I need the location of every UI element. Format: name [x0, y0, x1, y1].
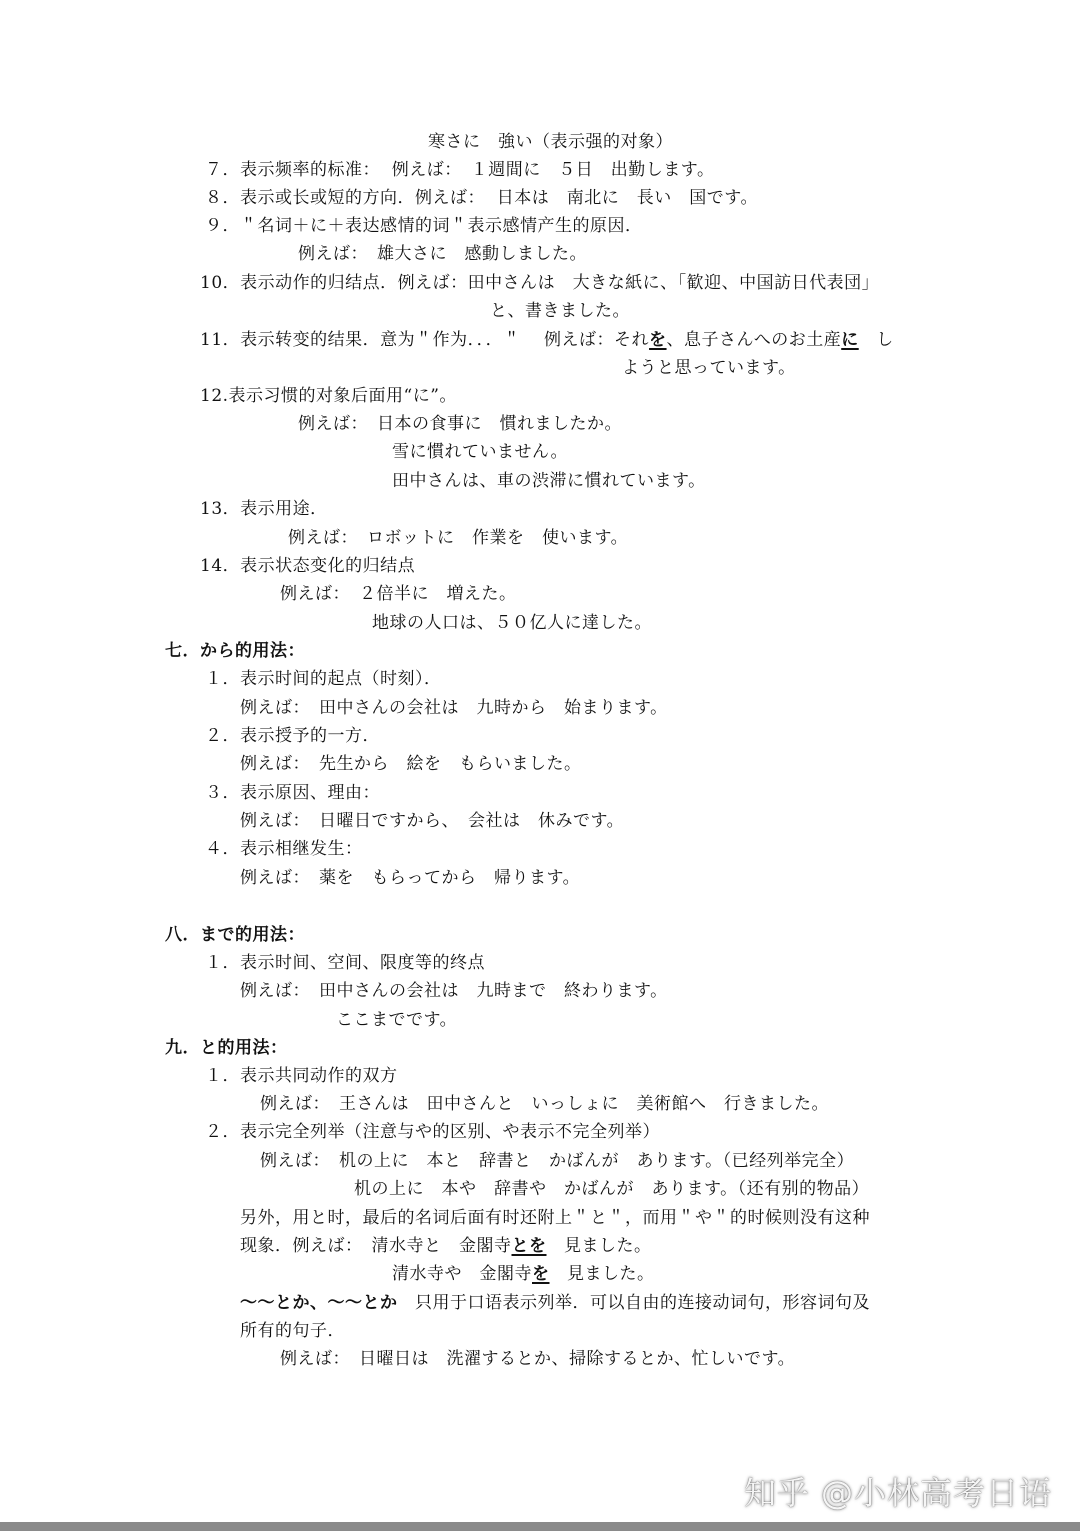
- text-span: 11．表示转变的结果．意为＂作为．．．＂ 例えば：それ: [200, 330, 650, 350]
- text-line: 例えば： ロボットに 作業を 使います。: [288, 528, 629, 548]
- text-line: 例えば： 日曜日は 洗濯するとか、掃除するとか、忙しいです。: [280, 1349, 796, 1369]
- text-line: [200, 329, 894, 351]
- text-span: 見ました。: [546, 1236, 652, 1256]
- text-line: 所有的句子．: [240, 1321, 345, 1341]
- text-line: 田中さんは、車の渋滞に慣れています。: [392, 471, 706, 491]
- text-line: [240, 1292, 870, 1314]
- text-line: 12.表示习惯的对象后面用“に”。: [200, 386, 457, 406]
- text-span: 只用于口语表示列举．可以自由的连接动词句，形容词句及: [397, 1293, 870, 1313]
- text-line: 机の上に 本や 辞書や かばんが あります。（还有别的物品）: [354, 1179, 870, 1199]
- text-span: 现象．例えば： 清水寺と 金閣寺: [240, 1236, 512, 1256]
- text-line: [240, 1235, 652, 1257]
- text-line: 13．表示用途．: [200, 499, 328, 519]
- text-line: 例えば： 薬を もらってから 帰ります。: [240, 868, 581, 888]
- text-line: １．表示时间的起点（时刻）．: [205, 669, 442, 689]
- text-line: 雪に慣れていません。: [392, 442, 569, 462]
- text-line: 10．表示动作的归结点．例えば：田中さんは 大きな紙に、「歓迎、中国訪日代表団」: [200, 273, 880, 293]
- underlined-particle: とを: [511, 1236, 547, 1256]
- text-line: 另外，用と时，最后的名词后面有时还附上＂と＂，而用＂や＂的时候则没有这种: [240, 1208, 870, 1228]
- text-line: １．表示共同动作的双方: [205, 1066, 398, 1086]
- text-line: と、書きました。: [490, 301, 630, 321]
- section-heading: 八．まで的用法：: [165, 925, 305, 945]
- text-line: １．表示时间、空间、限度等的终点: [205, 953, 485, 973]
- text-line: ７．表示频率的标准： 例えば： １週間に ５日 出勤します。: [205, 160, 715, 180]
- text-span: 見ました。: [549, 1264, 655, 1284]
- underlined-particle: に: [841, 330, 859, 350]
- text-line: 例えば： 日曜日ですから、 会社は 休みです。: [240, 811, 625, 831]
- text-line: 例えば： 田中さんの会社は 九時まで 終わります。: [240, 981, 668, 1001]
- underlined-particle: を: [649, 330, 667, 350]
- bottom-bar: [0, 1522, 1080, 1531]
- text-line: ８．表示或长或短的方向．例えば： 日本は 南北に 長い 国です。: [205, 188, 758, 208]
- text-line: 例えば： 先生から 絵を もらいました。: [240, 754, 582, 774]
- bold-phrase: ～～とか、～～とか: [240, 1293, 398, 1313]
- text-line: [392, 1263, 655, 1285]
- underlined-particle: を: [532, 1264, 550, 1284]
- text-line: 地球の人口は、５０亿人に達した。: [372, 613, 652, 633]
- text-line: 例えば： 机の上に 本と 辞書と かばんが あります。（已经列举完全）: [260, 1151, 855, 1171]
- text-span: 、息子さんへのお土産: [666, 330, 842, 350]
- text-line: 例えば： 田中さんの会社は 九時から 始まります。: [240, 698, 668, 718]
- text-line: ９．＂名词＋に＋表达感情的词＂表示感情产生的原因．: [205, 216, 643, 236]
- text-line: 例えば： 王さんは 田中さんと いっしょに 美術館へ 行きました。: [260, 1094, 829, 1114]
- text-span: 清水寺や 金閣寺: [392, 1264, 532, 1284]
- text-line: ようと思っています。: [622, 358, 796, 378]
- text-span: し: [858, 330, 894, 350]
- text-line: 例えば： 日本の食事に 慣れましたか。: [298, 414, 622, 434]
- text-line: 例えば： ２倍半に 増えた。: [280, 584, 517, 604]
- text-line: ４．表示相继发生：: [205, 839, 363, 859]
- text-line: 例えば： 雄大さに 感動しました。: [298, 244, 587, 264]
- text-line: ここまでです。: [336, 1010, 458, 1030]
- text-line: 14．表示状态变化的归结点: [200, 556, 416, 576]
- text-line: ２．表示完全列举（注意与や的区别、や表示不完全列举）: [205, 1122, 660, 1142]
- watermark: 知乎 @小林高考日语: [743, 1474, 1052, 1512]
- text-line: 寒さに 強い（表示强的对象）: [428, 132, 673, 152]
- text-line: ２．表示授予的一方．: [205, 726, 380, 746]
- text-line: ３．表示原因、理由：: [205, 783, 380, 803]
- section-heading: 九．と的用法：: [165, 1038, 288, 1058]
- section-heading: 七．から的用法：: [165, 641, 305, 661]
